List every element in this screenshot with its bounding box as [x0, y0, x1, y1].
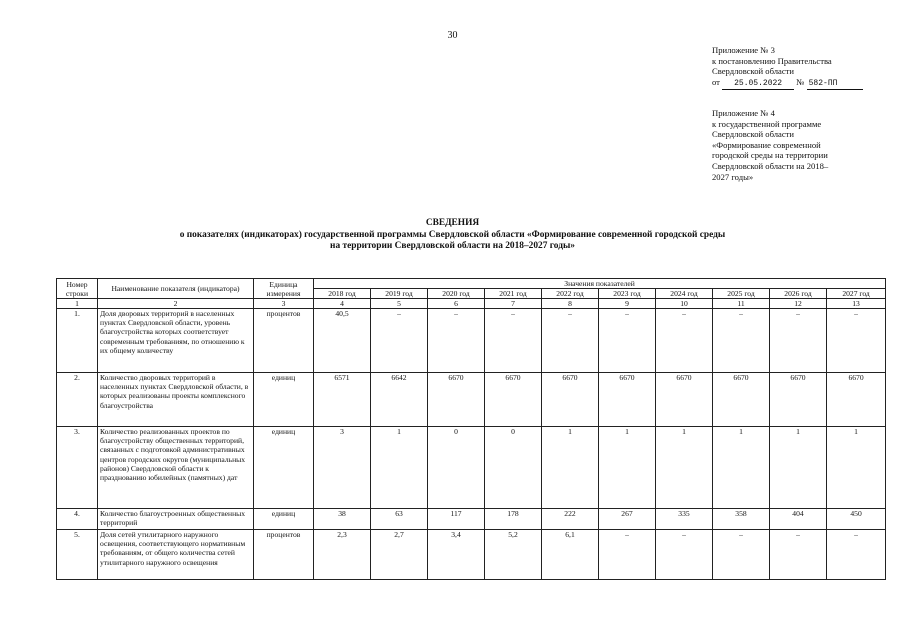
annex-3-line: Приложение № 3	[712, 45, 775, 55]
header-year: 2022 год	[542, 289, 599, 299]
annex-3-block	[712, 45, 863, 90]
value-cell: 6670	[656, 373, 713, 427]
document-title	[0, 218, 905, 253]
annex-4-block	[712, 108, 828, 182]
column-number: 12	[770, 299, 827, 309]
annex-4-line: Свердловской области на 2018–	[712, 160, 829, 171]
value-cell: 1	[827, 427, 886, 509]
annex-4-line: 2027 годы»	[712, 171, 754, 182]
value-cell: –	[599, 530, 656, 580]
value-cell: 6670	[428, 373, 485, 427]
indicator-unit: процентов	[254, 530, 314, 580]
annex-3-line: к постановлению Правительства	[712, 55, 832, 66]
annex-4-line: к государственной программе	[712, 118, 822, 129]
value-cell: –	[827, 530, 886, 580]
header-indicator-name: Наименование показателя (индикатора)	[98, 279, 254, 299]
header-year: 2025 год	[713, 289, 770, 299]
indicator-unit: единиц	[254, 373, 314, 427]
value-cell: 1	[770, 427, 827, 509]
value-cell: –	[542, 309, 599, 373]
value-cell: –	[371, 309, 428, 373]
header-year: 2021 год	[485, 289, 542, 299]
column-number: 7	[485, 299, 542, 309]
header-row-number: Номер строки	[57, 279, 98, 299]
value-cell: 450	[827, 509, 886, 530]
row-number: 4.	[57, 509, 98, 530]
value-cell: 267	[599, 509, 656, 530]
row-number: 5.	[57, 530, 98, 580]
number-prefix: №	[796, 76, 805, 87]
column-number: 5	[371, 299, 428, 309]
annex-4-line: Свердловской области	[712, 129, 795, 140]
value-cell: 6670	[713, 373, 770, 427]
column-number: 6	[428, 299, 485, 309]
value-cell: 5,2	[485, 530, 542, 580]
annex-4-line: Приложение № 4	[712, 108, 775, 118]
value-cell: 2,3	[314, 530, 371, 580]
header-year: 2027 год	[827, 289, 886, 299]
indicator-name: Количество благоустроенных общественных территорий	[98, 509, 254, 530]
value-cell: 63	[371, 509, 428, 530]
header-year: 2026 год	[770, 289, 827, 299]
indicator-unit: единиц	[254, 509, 314, 530]
table-row	[57, 509, 886, 530]
value-cell: 1	[542, 427, 599, 509]
row-number: 3.	[57, 427, 98, 509]
table-row	[57, 530, 886, 580]
row-number: 1.	[57, 309, 98, 373]
header-year: 2018 год	[314, 289, 371, 299]
value-cell: 6642	[371, 373, 428, 427]
column-number: 4	[314, 299, 371, 309]
value-cell: –	[770, 309, 827, 373]
column-number: 10	[656, 299, 713, 309]
indicator-unit: единиц	[254, 427, 314, 509]
indicator-name: Доля сетей утилитарного наружного освещения, соответствующего нормативным требованиям, от общего количества сетей утилитарного наружного освещения	[98, 530, 254, 580]
value-cell: 335	[656, 509, 713, 530]
header-year: 2020 год	[428, 289, 485, 299]
value-cell: 40,5	[314, 309, 371, 373]
title-heading: СВЕДЕНИЯ	[425, 218, 480, 228]
date-prefix: от	[712, 76, 720, 87]
value-cell: 404	[770, 509, 827, 530]
value-cell: 1	[371, 427, 428, 509]
value-cell: 1	[599, 427, 656, 509]
table-row	[57, 309, 886, 373]
indicator-name: Количество реализованных проектов по благоустройству общественных территорий, связанных с подготовкой административных центров городских округов (муниципальных районов) Свердловской области к празднованию юбилейных (памятных) дат	[98, 427, 254, 509]
row-number: 2.	[57, 373, 98, 427]
value-cell: –	[713, 530, 770, 580]
value-cell: 6670	[827, 373, 886, 427]
header-year: 2024 год	[656, 289, 713, 299]
value-cell: 1	[656, 427, 713, 509]
column-number: 1	[57, 299, 98, 309]
column-number: 13	[827, 299, 886, 309]
value-cell: 2,7	[371, 530, 428, 580]
value-cell: 0	[428, 427, 485, 509]
value-cell: 6670	[599, 373, 656, 427]
column-number-row	[57, 299, 886, 309]
header-year: 2023 год	[599, 289, 656, 299]
value-cell: 0	[485, 427, 542, 509]
header-unit: Единица измерения	[254, 279, 314, 299]
indicator-unit: процентов	[254, 309, 314, 373]
value-cell: –	[656, 530, 713, 580]
value-cell: –	[713, 309, 770, 373]
value-cell: –	[485, 309, 542, 373]
decree-date: 25.05.2022	[722, 79, 794, 91]
annex-3-line: Свердловской области	[712, 66, 795, 77]
value-cell: 6670	[770, 373, 827, 427]
value-cell: 6670	[542, 373, 599, 427]
title-line: на территории Свердловской области на 2018–2027 годы»	[330, 241, 575, 251]
value-cell: 3	[314, 427, 371, 509]
column-number: 2	[98, 299, 254, 309]
column-number: 8	[542, 299, 599, 309]
annex-4-line: городской среды на территории	[712, 150, 828, 161]
value-cell: 6571	[314, 373, 371, 427]
value-cell: –	[770, 530, 827, 580]
value-cell: 178	[485, 509, 542, 530]
column-number: 3	[254, 299, 314, 309]
value-cell: 117	[428, 509, 485, 530]
indicator-name: Доля дворовых территорий в населенных пунктах Свердловской области, уровень благоустройства которых соответствует современным требованиям, по отношению к их общему количеству	[98, 309, 254, 373]
column-number: 11	[713, 299, 770, 309]
indicators-table	[56, 278, 886, 580]
header-year: 2019 год	[371, 289, 428, 299]
annex-3-date-line	[712, 77, 863, 91]
value-cell: –	[656, 309, 713, 373]
value-cell: 6670	[485, 373, 542, 427]
value-cell: 38	[314, 509, 371, 530]
value-cell: 222	[542, 509, 599, 530]
value-cell: –	[428, 309, 485, 373]
value-cell: –	[827, 309, 886, 373]
value-cell: –	[599, 309, 656, 373]
table-row	[57, 427, 886, 509]
value-cell: 1	[713, 427, 770, 509]
value-cell: 6,1	[542, 530, 599, 580]
header-values: Значения показателей	[314, 279, 886, 289]
indicator-name: Количество дворовых территорий в населенных пунктах Свердловской области, в которых реализованы проекты комплексного благоустройства	[98, 373, 254, 427]
column-number: 9	[599, 299, 656, 309]
annex-4-line: «Формирование современной	[712, 139, 821, 150]
page-number: 30	[447, 30, 458, 41]
table-row	[57, 373, 886, 427]
title-line: о показателях (индикаторах) государственной программы Свердловской области «Формирование современной городской среды	[179, 229, 726, 240]
value-cell: 3,4	[428, 530, 485, 580]
value-cell: 358	[713, 509, 770, 530]
decree-number: 582-ПП	[807, 79, 863, 91]
